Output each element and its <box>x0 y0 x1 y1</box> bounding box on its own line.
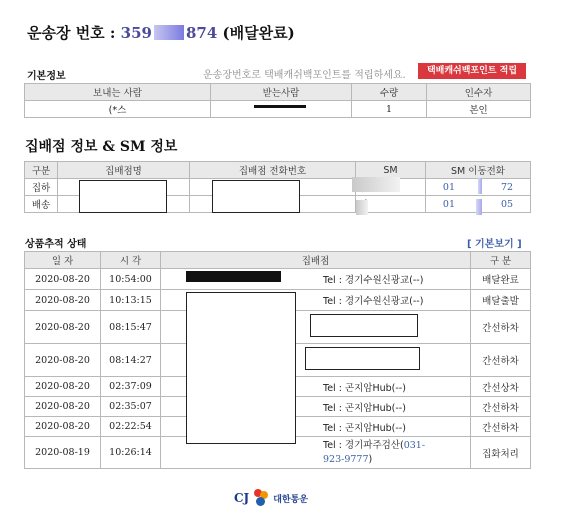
date-cell: 2020-08-20 <box>25 311 101 344</box>
cj-logo-mark <box>252 489 270 507</box>
waybill-number-suffix: 874 <box>185 24 218 42</box>
header-signer: 인수자 <box>427 84 531 101</box>
branch-cell: Tel : 경기수원신광교(--) <box>161 290 471 311</box>
header-status: 구 분 <box>471 252 531 269</box>
header-branch-phone: 집배점 전화번호 <box>190 162 356 179</box>
status-cell: 집화처리 <box>471 437 531 469</box>
branch-cell: Tel : 경기수원신광교(--) <box>161 269 471 290</box>
header-date: 일 자 <box>25 252 101 269</box>
sender-cell: (*스 <box>25 101 211 118</box>
status-cell: 배달출발 <box>471 290 531 311</box>
redaction-mark <box>476 199 482 215</box>
sm-mobile-cell[interactable]: 01 05 <box>426 196 531 213</box>
basic-info-table <box>24 83 531 118</box>
receiver-cell <box>211 101 352 118</box>
header-sm: SM <box>356 162 426 179</box>
redaction-mark <box>478 178 482 194</box>
branch-cell: Tel : 경기파주검산(031- 923-9777) <box>161 437 471 469</box>
redaction-box <box>212 180 300 213</box>
tracking-section-label: 상품추적 상태 <box>25 239 87 250</box>
date-cell: 2020-08-20 <box>25 397 101 417</box>
status-cell: 간선하차 <box>471 397 531 417</box>
points-button[interactable]: 택배캐쉬백포인트 적립 <box>418 63 526 79</box>
redaction-box <box>186 292 296 444</box>
date-cell: 2020-08-19 <box>25 437 101 469</box>
redaction-mark <box>356 200 368 215</box>
header-sender: 보내는 사람 <box>25 84 211 101</box>
waybill-number-prefix: 359 <box>120 24 152 42</box>
time-cell: 08:15:47 <box>101 311 161 344</box>
table-header-row <box>25 252 531 269</box>
header-type: 구분 <box>25 162 58 179</box>
table-header-row <box>25 162 531 179</box>
redaction-mark <box>352 177 400 192</box>
redaction-box <box>305 347 420 370</box>
delivery-status: (배달완료) <box>222 24 295 42</box>
table-header-row <box>25 84 531 101</box>
sm-mobile-cell[interactable]: 01 72 <box>426 179 531 196</box>
header-receiver: 받는사람 <box>211 84 352 101</box>
time-cell: 08:14:27 <box>101 344 161 377</box>
date-cell: 2020-08-20 <box>25 344 101 377</box>
status-cell: 간선하차 <box>471 311 531 344</box>
status-cell: 간선상차 <box>471 377 531 397</box>
title-label: 운송장 번호 : <box>27 24 116 42</box>
date-cell: 2020-08-20 <box>25 290 101 311</box>
cj-logo: CJ 대한통운 <box>234 491 309 505</box>
time-cell: 10:26:14 <box>101 437 161 469</box>
status-cell: 간선하차 <box>471 417 531 437</box>
redaction-box <box>79 180 167 213</box>
branch-phone-link[interactable]: 031- <box>403 439 426 451</box>
signer-cell: 본인 <box>427 101 531 118</box>
header-quantity: 수량 <box>352 84 427 101</box>
time-cell: 02:37:09 <box>101 377 161 397</box>
type-cell: 집하 <box>25 179 58 196</box>
date-cell: 2020-08-20 <box>25 417 101 437</box>
redaction-bar <box>186 271 281 282</box>
points-notice: 운송장번호로 택배캐쉬백포인트를 적립하세요. <box>203 70 406 81</box>
redaction-box <box>310 314 418 337</box>
table-row <box>25 101 531 118</box>
page-title <box>27 22 295 43</box>
redaction-mark <box>154 25 184 40</box>
header-time: 시 각 <box>101 252 161 269</box>
branch-cell: Tel : 곤지암Hub(--) <box>161 417 471 437</box>
basic-view-link[interactable]: [ 기본보기 ] <box>467 239 522 250</box>
date-cell: 2020-08-20 <box>25 377 101 397</box>
branch-cell: Tel : 곤지암Hub(--) <box>161 397 471 417</box>
branch-section-title: 집배점 정보 & SM 정보 <box>25 139 178 155</box>
branch-phone-link[interactable]: 923-9777 <box>323 453 369 465</box>
basic-info-label: 기본정보 <box>27 71 66 82</box>
header-branch-name: 집배점명 <box>58 162 190 179</box>
redaction-bar <box>254 105 306 108</box>
time-cell: 02:35:07 <box>101 397 161 417</box>
type-cell: 배송 <box>25 196 58 213</box>
time-cell: 10:54:00 <box>101 269 161 290</box>
branch-cell: Tel : 곤지암Hub(--) <box>161 377 471 397</box>
time-cell: 02:22:54 <box>101 417 161 437</box>
header-branch: 집배점 <box>161 252 471 269</box>
header-sm-mobile: SM 이동전화 <box>426 162 531 179</box>
date-cell: 2020-08-20 <box>25 269 101 290</box>
time-cell: 10:13:15 <box>101 290 161 311</box>
quantity-cell: 1 <box>352 101 427 118</box>
status-cell: 배달완료 <box>471 269 531 290</box>
status-cell: 간선하차 <box>471 344 531 377</box>
